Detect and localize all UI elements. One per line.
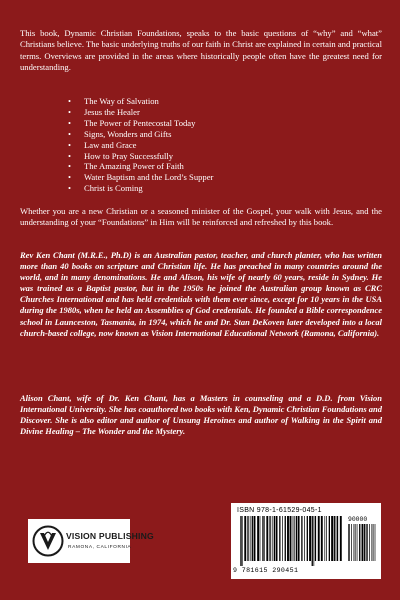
ean-barcode-bars bbox=[239, 516, 343, 566]
barcode bbox=[231, 503, 381, 579]
topic-item: • The Amazing Power of Faith bbox=[68, 161, 213, 172]
price-code: 90000 bbox=[348, 516, 368, 523]
author-bio-alison: Alison Chant, wife of Dr. Ken Chant, has a Masters in counseling and a D.D. from Vision International University. She has coauthored two books with Ken, Dynamic Christian Foundations and Discover. She is also editor and author of Unsung Heroines and author of Walking in the Spirit and Divine Healing – The Wonder and the Mystery. bbox=[20, 393, 382, 437]
topic-item: • The Power of Pentecostal Today bbox=[68, 118, 213, 129]
closing-paragraph: Whether you are a new Christian or a seasoned minister of the Gospel, your walk with Jesus, and the understanding of your “Foundations” in Him will be reinforced and refreshed by this book. bbox=[20, 206, 382, 228]
publisher-name: VISION PUBLISHING bbox=[66, 531, 154, 541]
publisher-logo-box bbox=[28, 519, 154, 563]
topic-item: • Jesus the Healer bbox=[68, 107, 213, 118]
author-bio-ken: Rev Ken Chant (M.R.E., Ph.D) is an Australian pastor, teacher, and church planter, who has written more than 40 books on scripture and Christian life. He has preached in many countries around the world, and in many denominations. He and Alison, his wife of nearly 60 years, reside in Sydney. He was trained as a Baptist pastor, but in the 1950s he joined the Australian group known as CRC Churches International and has held credentials with them ever since, except for 10 years in the USA during the 1980s, when he held an Assemblies of God credentials. He founded a Bible correspondence school in Launceston, Tasmania, in 1974, which he and Dr. Stan DeKoven later developed into a local church-based college, now known as Vision International Educational Network (Ramona, California). bbox=[20, 250, 382, 338]
publisher-city: RAMONA, CALIFORNIA bbox=[68, 545, 132, 550]
topic-item: • The Way of Salvation bbox=[68, 96, 213, 107]
topics-list bbox=[68, 96, 213, 194]
topic-item: • Water Baptism and the Lord’s Supper bbox=[68, 172, 213, 183]
barcode-digits: 9 781615 290451 bbox=[233, 567, 299, 574]
topic-item: • Signs, Wonders and Gifts bbox=[68, 129, 213, 140]
topic-item: • How to Pray Successfully bbox=[68, 151, 213, 162]
vision-publishing-v-logo-icon bbox=[32, 525, 64, 557]
topic-item: • Law and Grace bbox=[68, 140, 213, 151]
topic-item: • Christ is Coming bbox=[68, 183, 213, 194]
price-addon-bars bbox=[347, 524, 377, 566]
isbn-label: ISBN 978-1-61529-045-1 bbox=[237, 507, 322, 514]
intro-paragraph: This book, Dynamic Christian Foundations, speaks to the basic questions of “why” and “what” Christians believe. The basic underlying truths of our faith in Christ are explained in certain and practical terms. Overviews are provided in the areas where historically people often have the greatest need for understanding. bbox=[20, 28, 382, 72]
